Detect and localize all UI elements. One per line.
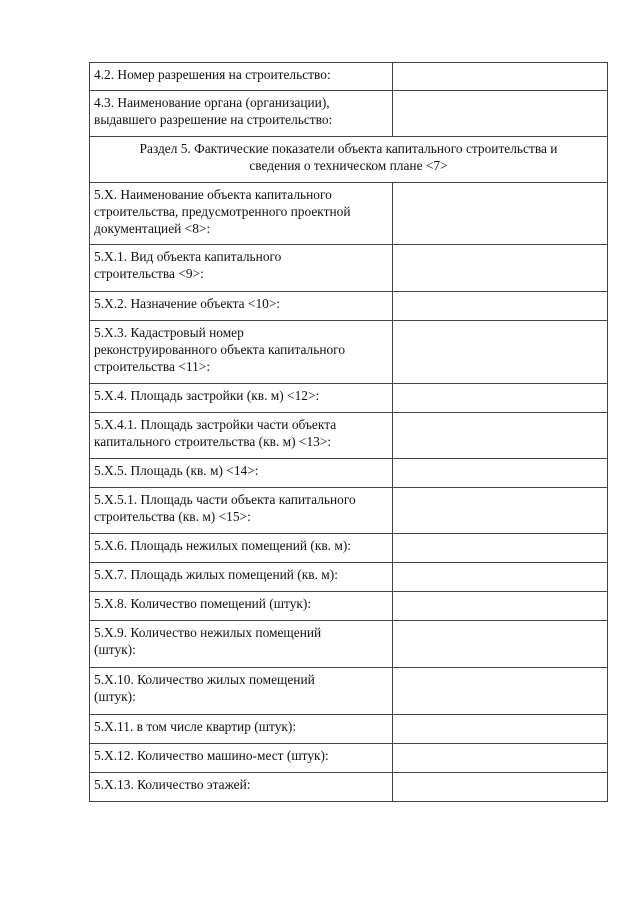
form-row xyxy=(90,773,608,802)
form-row xyxy=(90,413,608,459)
form-row xyxy=(90,592,608,621)
form-row xyxy=(90,715,608,744)
field-label: 5.X.2. Назначение объекта <10>: xyxy=(94,296,281,311)
form-row xyxy=(90,459,608,488)
field-label-cell xyxy=(90,91,393,137)
field-value-cell xyxy=(393,63,608,91)
section-title: Раздел 5. Фактические показатели объекта капитального строительства и сведения о техническом плане <7> xyxy=(90,137,608,183)
form-table-body xyxy=(90,63,608,802)
form-row xyxy=(90,245,608,292)
field-label-cell xyxy=(90,459,393,488)
form-table xyxy=(89,62,608,802)
section-header-row xyxy=(90,137,608,183)
field-label: 5.X. Наименование объекта капитального строительства, предусмотренного проектной документацией <8>: xyxy=(94,187,351,236)
field-label-cell xyxy=(90,563,393,592)
field-value-cell xyxy=(393,292,608,321)
field-label: 5.X.7. Площадь жилых помещений (кв. м): xyxy=(94,567,338,582)
form-row xyxy=(90,534,608,563)
field-value-cell xyxy=(393,488,608,534)
field-label-cell xyxy=(90,773,393,802)
field-label-cell xyxy=(90,292,393,321)
field-label: 5.X.5.1. Площадь части объекта капитального строительства (кв. м) <15>: xyxy=(94,492,356,524)
field-label: 5.X.5. Площадь (кв. м) <14>: xyxy=(94,463,259,478)
field-label-cell xyxy=(90,63,393,91)
field-label-cell xyxy=(90,534,393,563)
form-row xyxy=(90,488,608,534)
field-value-cell xyxy=(393,744,608,773)
field-value-cell xyxy=(393,384,608,413)
field-label-cell xyxy=(90,715,393,744)
field-value-cell xyxy=(393,592,608,621)
form-row xyxy=(90,384,608,413)
form-row xyxy=(90,63,608,91)
field-label-cell xyxy=(90,621,393,668)
field-label: 5.X.4.1. Площадь застройки части объекта капитального строительства (кв. м) <13>: xyxy=(94,417,337,449)
field-label-cell xyxy=(90,592,393,621)
field-label: 5.X.1. Вид объекта капитального строительства <9>: xyxy=(94,249,282,281)
field-label: 5.X.9. Количество нежилых помещений (штук): xyxy=(94,625,322,657)
field-label-cell xyxy=(90,488,393,534)
field-value-cell xyxy=(393,245,608,292)
field-label-cell xyxy=(90,413,393,459)
field-label: 5.X.13. Количество этажей: xyxy=(94,777,251,792)
field-label-cell xyxy=(90,744,393,773)
field-value-cell xyxy=(393,668,608,715)
field-value-cell xyxy=(393,459,608,488)
field-value-cell xyxy=(393,321,608,384)
field-label: 5.X.10. Количество жилых помещений (штук): xyxy=(94,672,315,704)
field-value-cell xyxy=(393,715,608,744)
field-label: 5.X.12. Количество машино-мест (штук): xyxy=(94,748,329,763)
field-label: 5.X.8. Количество помещений (штук): xyxy=(94,596,312,611)
form-row xyxy=(90,744,608,773)
field-label: 5.X.4. Площадь застройки (кв. м) <12>: xyxy=(94,388,320,403)
form-row xyxy=(90,563,608,592)
field-value-cell xyxy=(393,621,608,668)
field-value-cell xyxy=(393,773,608,802)
field-value-cell xyxy=(393,563,608,592)
field-value-cell xyxy=(393,91,608,137)
field-label-cell xyxy=(90,384,393,413)
form-row xyxy=(90,91,608,137)
form-row xyxy=(90,321,608,384)
field-label: 4.3. Наименование органа (организации), выдавшего разрешение на строительство: xyxy=(94,95,333,127)
field-value-cell xyxy=(393,183,608,245)
field-label-cell xyxy=(90,668,393,715)
field-label: 5.X.11. в том числе квартир (штук): xyxy=(94,719,297,734)
field-label: 5.X.3. Кадастровый номер реконструированного объекта капитального строительства <11>: xyxy=(94,325,346,374)
field-label-cell xyxy=(90,321,393,384)
field-label-cell xyxy=(90,245,393,292)
form-row xyxy=(90,292,608,321)
field-value-cell xyxy=(393,534,608,563)
field-label: 4.2. Номер разрешения на строительство: xyxy=(94,67,331,82)
field-label-cell xyxy=(90,183,393,245)
form-row xyxy=(90,183,608,245)
form-row xyxy=(90,668,608,715)
field-label: 5.X.6. Площадь нежилых помещений (кв. м): xyxy=(94,538,352,553)
form-row xyxy=(90,621,608,668)
field-value-cell xyxy=(393,413,608,459)
